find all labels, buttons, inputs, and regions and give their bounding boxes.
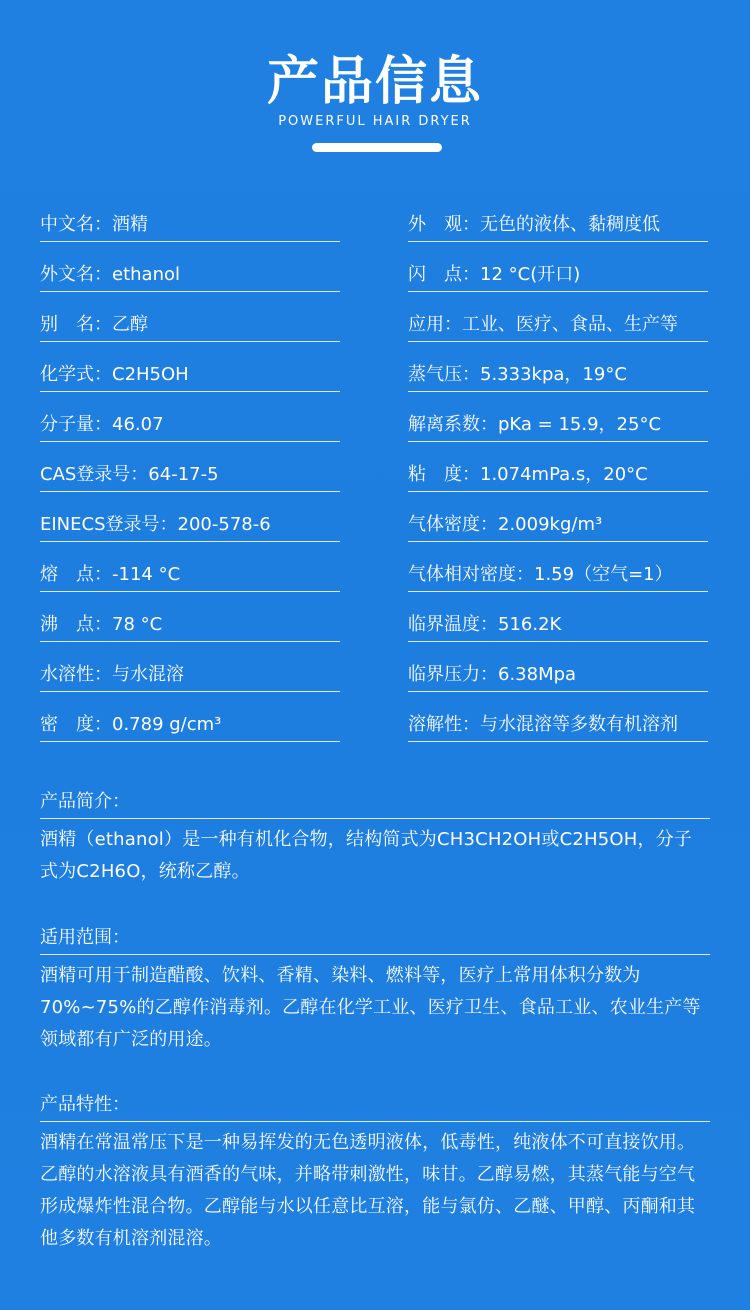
spec-text: 外文名：ethanol (40, 264, 180, 285)
section-title: 产品简介： (40, 791, 130, 812)
section-body: 酒精（ethanol）是一种有机化合物，结构简式为CH3CH2OH或C2H5OH，分子式为C2H6O，统称乙醇。 (40, 829, 693, 882)
spec-row-appearance (408, 204, 710, 254)
divider (40, 641, 340, 642)
title-underline-bar (312, 143, 442, 152)
divider (40, 1121, 710, 1122)
spec-text: 沸 点：78 °C (40, 614, 163, 635)
divider (40, 291, 340, 292)
spec-text: 临界压力：6.38Mpa (408, 664, 577, 685)
section-intro (40, 788, 710, 888)
divider (40, 491, 340, 492)
spec-column-left (40, 204, 342, 754)
divider (408, 341, 708, 342)
spec-row-water-solubility (40, 654, 342, 704)
divider (40, 954, 710, 955)
spec-row-alias (40, 304, 342, 354)
spec-text: CAS登录号：64-17-5 (40, 464, 219, 485)
spec-row-critical-pressure (408, 654, 710, 704)
spec-text: 熔 点：-114 °C (40, 564, 181, 585)
spec-row-melting-point (40, 554, 342, 604)
section-title: 产品特性： (40, 1094, 130, 1115)
spec-text: 应用：工业、医疗、食品、生产等 (408, 314, 678, 335)
page-header (0, 0, 750, 180)
spec-row-flash-point (408, 254, 710, 304)
section-title: 适用范围： (40, 927, 130, 948)
spec-row-critical-temperature (408, 604, 710, 654)
spec-row-cas (40, 454, 342, 504)
spec-text: 水溶性：与水混溶 (40, 664, 184, 685)
spec-row-solubility (408, 704, 710, 754)
divider (408, 591, 708, 592)
divider (408, 741, 708, 742)
spec-text: 闪 点：12 °C(开口) (408, 264, 581, 285)
divider (40, 691, 340, 692)
divider (40, 341, 340, 342)
spec-text: EINECS登录号：200-578-6 (40, 514, 271, 535)
spec-text: 密 度：0.789 g/cm³ (40, 714, 222, 735)
spec-row-einecs (40, 504, 342, 554)
spec-text: 气体相对密度：1.59（空气=1） (408, 564, 673, 585)
spec-text: 粘 度：1.074mPa.s，20°C (408, 464, 648, 485)
divider (408, 391, 708, 392)
divider (408, 491, 708, 492)
spec-text: 别 名：乙醇 (40, 314, 148, 335)
divider (408, 691, 708, 692)
divider (408, 441, 708, 442)
divider (40, 241, 340, 242)
section-features (40, 1091, 710, 1255)
spec-column-right (408, 204, 710, 754)
section-body: 酒精可用于制造醋酸、饮料、香精、染料、燃料等，医疗上常用体积分数为70%~75%的乙醇作消毒剂。乙醇在化学工业、医疗卫生、食品工业、农业生产等领域都有广泛的用途。 (40, 965, 701, 1050)
spec-row-chinese-name (40, 204, 342, 254)
spec-row-formula (40, 354, 342, 404)
section-body: 酒精在常温常压下是一种易挥发的无色透明液体，低毒性，纯液体不可直接饮用。乙醇的水溶液具有酒香的气味，并略带刺激性，味甘。乙醇易燃，其蒸气能与空气形成爆炸性混合物。乙醇能与水以任意比互溶，能与氯仿、乙醚、甲醇、丙酮和其他多数有机溶剂混溶。 (40, 1132, 696, 1249)
spec-text: 溶解性：与水混溶等多数有机溶剂 (408, 714, 678, 735)
spec-row-viscosity (408, 454, 710, 504)
spec-text: 外 观：无色的液体、黏稠度低 (408, 214, 660, 235)
spec-text: 化学式：C2H5OH (40, 364, 189, 385)
spec-row-boiling-point (40, 604, 342, 654)
spec-text: 气体密度：2.009kg/m³ (408, 514, 603, 535)
divider (408, 641, 708, 642)
divider (408, 541, 708, 542)
spec-row-density (40, 704, 342, 754)
spec-row-foreign-name (40, 254, 342, 304)
divider (40, 441, 340, 442)
spec-row-relative-density (408, 554, 710, 604)
divider (40, 741, 340, 742)
section-usage (40, 924, 710, 1056)
divider (40, 591, 340, 592)
divider (40, 391, 340, 392)
spec-text: 中文名：酒精 (40, 214, 148, 235)
page-subtitle: POWERFUL HAIR DRYER (278, 114, 472, 129)
spec-row-gas-density (408, 504, 710, 554)
spec-row-application (408, 304, 710, 354)
spec-text: 分子量：46.07 (40, 414, 164, 435)
spec-text: 蒸气压：5.333kpa，19°C (408, 364, 627, 385)
spec-row-vapor-pressure (408, 354, 710, 404)
spec-text: 解离系数：pKa = 15.9，25°C (408, 414, 662, 435)
divider (40, 818, 710, 819)
spec-row-dissociation (408, 404, 710, 454)
spec-text: 临界温度：516.2K (408, 614, 562, 635)
divider (40, 541, 340, 542)
divider (408, 241, 708, 242)
divider (408, 291, 708, 292)
spec-row-molecular-weight (40, 404, 342, 454)
page-title: 产品信息 (266, 52, 483, 112)
